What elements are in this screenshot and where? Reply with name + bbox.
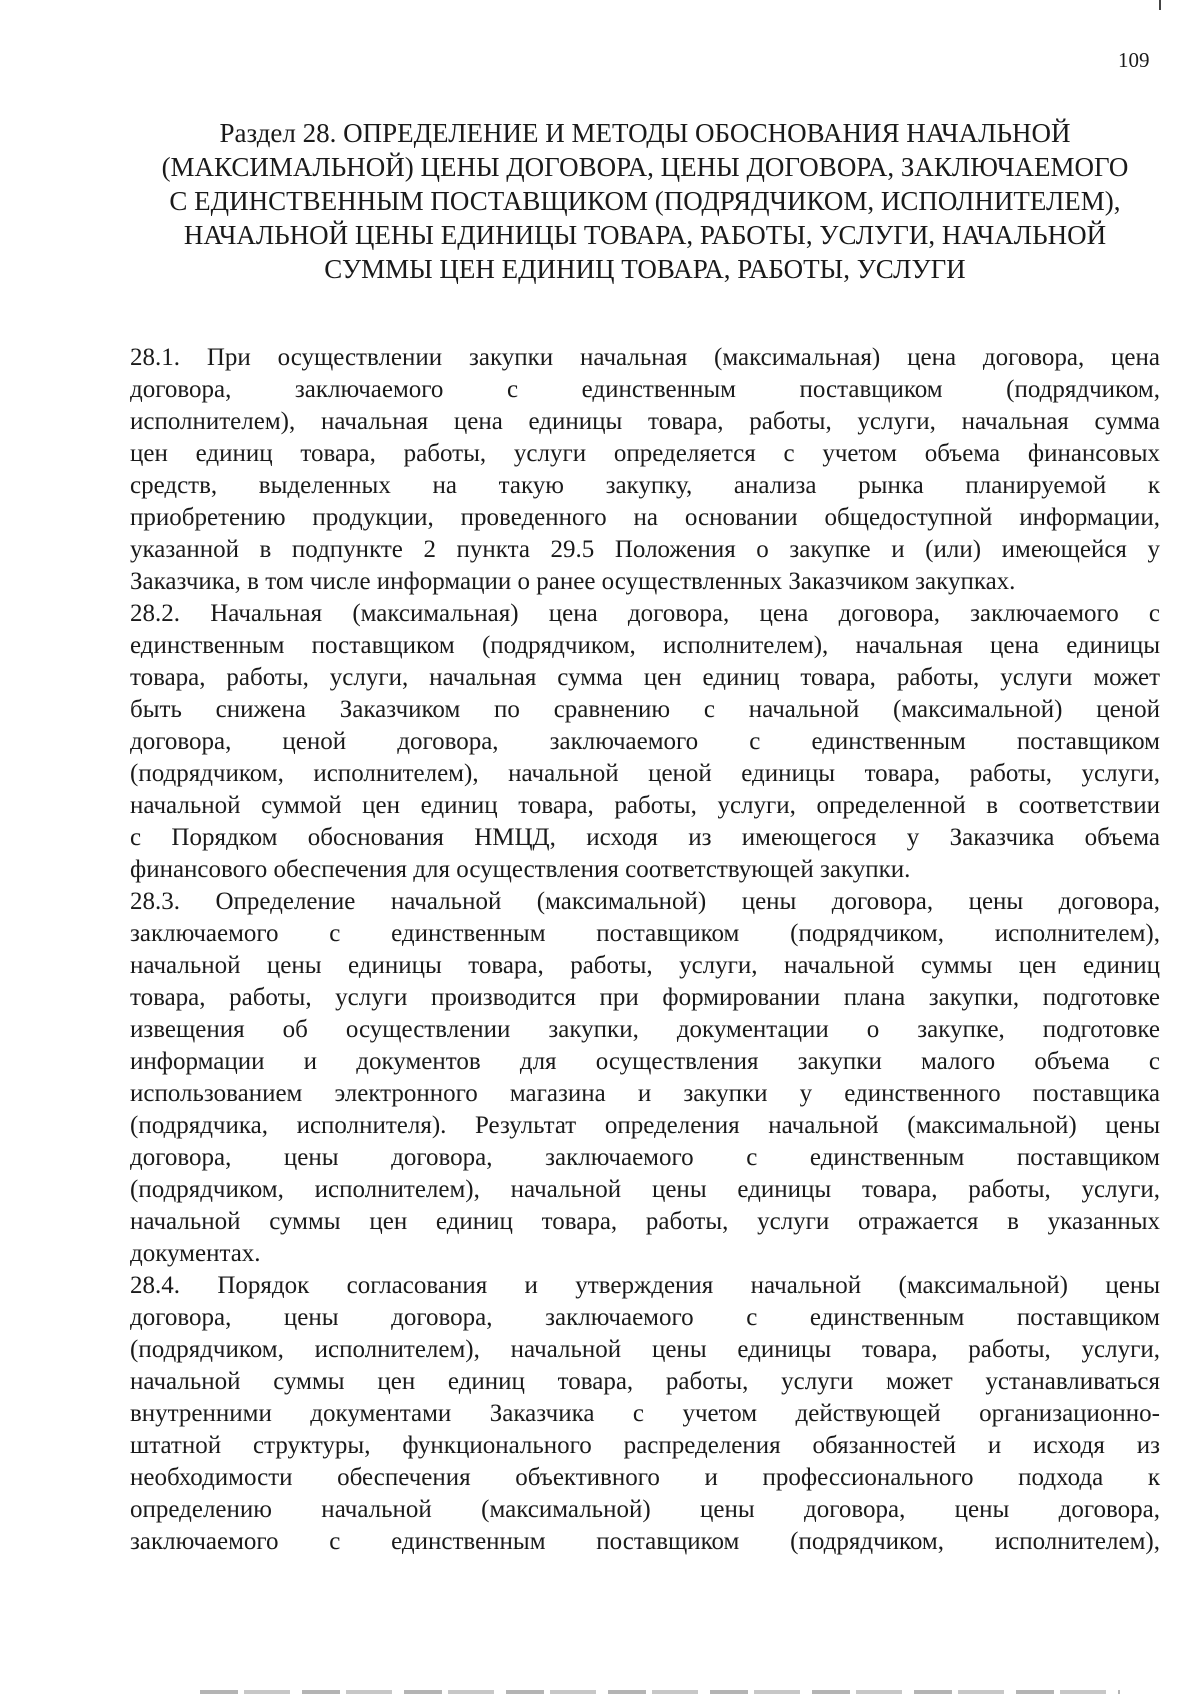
body-line: штатной структуры, функционального распределения обязанностей и исходя из xyxy=(130,1432,1160,1459)
heading-line: С ЕДИНСТВЕННЫМ ПОСТАВЩИКОМ (ПОДРЯДЧИКОМ, ИСПОЛНИТЕЛЕМ), xyxy=(169,186,1121,216)
body-line: средств, выделенных на такую закупку, анализа рынка планируемой к xyxy=(130,472,1160,499)
body-line: внутренними документами Заказчика с учетом действующей организационно- xyxy=(130,1400,1160,1427)
body-line: договора, ценой договора, заключаемого с единственным поставщиком xyxy=(130,728,1160,755)
body-line: приобретению продукции, проведенного на основании общедоступной информации, xyxy=(130,504,1160,531)
body-line: заключаемого с единственным поставщиком (подрядчиком, исполнителем), xyxy=(130,1528,1160,1555)
body-line: цен единиц товара, работы, услуги определяется с учетом объема финансовых xyxy=(130,440,1160,467)
scan-artifact-line xyxy=(200,1690,1120,1694)
body-line: информации и документов для осуществления закупки малого объема с xyxy=(130,1048,1160,1075)
body-line: финансового обеспечения для осуществления соответствующей закупки. xyxy=(130,856,911,883)
body-line: договора, цены договора, заключаемого с единственным поставщиком xyxy=(130,1304,1160,1331)
body-line: необходимости обеспечения объективного и профессионального подхода к xyxy=(130,1464,1160,1491)
heading-line: (МАКСИМАЛЬНОЙ) ЦЕНЫ ДОГОВОРА, ЦЕНЫ ДОГОВОРА, ЗАКЛЮЧАЕМОГО xyxy=(161,152,1129,182)
body-line: единственным поставщиком (подрядчиком, исполнителем), начальная цена единицы xyxy=(130,632,1160,659)
body-line: начальной суммы цен единиц товара, работы, услуги отражается в указанных xyxy=(130,1208,1160,1235)
body-line: быть снижена Заказчиком по сравнению с начальной (максимальной) ценой xyxy=(130,696,1160,723)
section-heading xyxy=(130,116,1160,286)
body-line: (подрядчиком, исполнителем), начальной цены единицы товара, работы, услуги, xyxy=(130,1336,1160,1363)
body-line: начальной цены единицы товара, работы, услуги, начальной суммы цен единиц xyxy=(130,952,1160,979)
body-line: товара, работы, услуги, начальная сумма цен единиц товара, работы, услуги может xyxy=(130,664,1160,691)
body-line: договора, заключаемого с единственным поставщиком (подрядчиком, xyxy=(130,376,1160,403)
page-number: 109 xyxy=(1118,48,1150,72)
heading-line: СУММЫ ЦЕН ЕДИНИЦ ТОВАРА, РАБОТЫ, УСЛУГИ xyxy=(324,254,966,284)
body-line: начальной суммой цен единиц товара, работы, услуги, определенной в соответствии xyxy=(130,792,1160,819)
body-line: 28.3. Определение начальной (максимальной) цены договора, цены договора, xyxy=(130,888,1160,915)
body-line: начальной суммы цен единиц товара, работы, услуги может устанавливаться xyxy=(130,1368,1160,1395)
body-line: (подрядчиком, исполнителем), начальной цены единицы товара, работы, услуги, xyxy=(130,1176,1160,1203)
body-line: указанной в подпункте 2 пункта 29.5 Положения о закупке и (или) имеющейся у xyxy=(130,536,1160,563)
body-line: Заказчика, в том числе информации о ранее осуществленных Заказчиком закупках. xyxy=(130,568,1016,595)
body-line: использованием электронного магазина и закупки у единственного поставщика xyxy=(130,1080,1160,1107)
body-line: 28.1. При осуществлении закупки начальная (максимальная) цена договора, цена xyxy=(130,344,1160,371)
body-line: товара, работы, услуги производится при формировании плана закупки, подготовке xyxy=(130,984,1160,1011)
body-line: документах. xyxy=(130,1240,261,1267)
scan-mark xyxy=(1159,0,1161,10)
body-line: договора, цены договора, заключаемого с единственным поставщиком xyxy=(130,1144,1160,1171)
body-line: с Порядком обоснования НМЦД, исходя из имеющегося у Заказчика объема xyxy=(130,824,1160,851)
body-line: исполнителем), начальная цена единицы товара, работы, услуги, начальная сумма xyxy=(130,408,1160,435)
body-line: (подрядчика, исполнителя). Результат определения начальной (максимальной) цены xyxy=(130,1112,1160,1139)
body-line: 28.2. Начальная (максимальная) цена договора, цена договора, заключаемого с xyxy=(130,600,1160,627)
body-line: извещения об осуществлении закупки, документации о закупке, подготовке xyxy=(130,1016,1160,1043)
body-line: 28.4. Порядок согласования и утверждения начальной (максимальной) цены xyxy=(130,1272,1160,1299)
body-line: заключаемого с единственным поставщиком (подрядчиком, исполнителем), xyxy=(130,920,1160,947)
document-body xyxy=(130,342,1160,1558)
body-line: определению начальной (максимальной) цены договора, цены договора, xyxy=(130,1496,1160,1523)
heading-line: Раздел 28. ОПРЕДЕЛЕНИЕ И МЕТОДЫ ОБОСНОВАНИЯ НАЧАЛЬНОЙ xyxy=(219,118,1071,148)
heading-line: НАЧАЛЬНОЙ ЦЕНЫ ЕДИНИЦЫ ТОВАРА, РАБОТЫ, УСЛУГИ, НАЧАЛЬНОЙ xyxy=(183,220,1107,250)
body-line: (подрядчиком, исполнителем), начальной ценой единицы товара, работы, услуги, xyxy=(130,760,1160,787)
